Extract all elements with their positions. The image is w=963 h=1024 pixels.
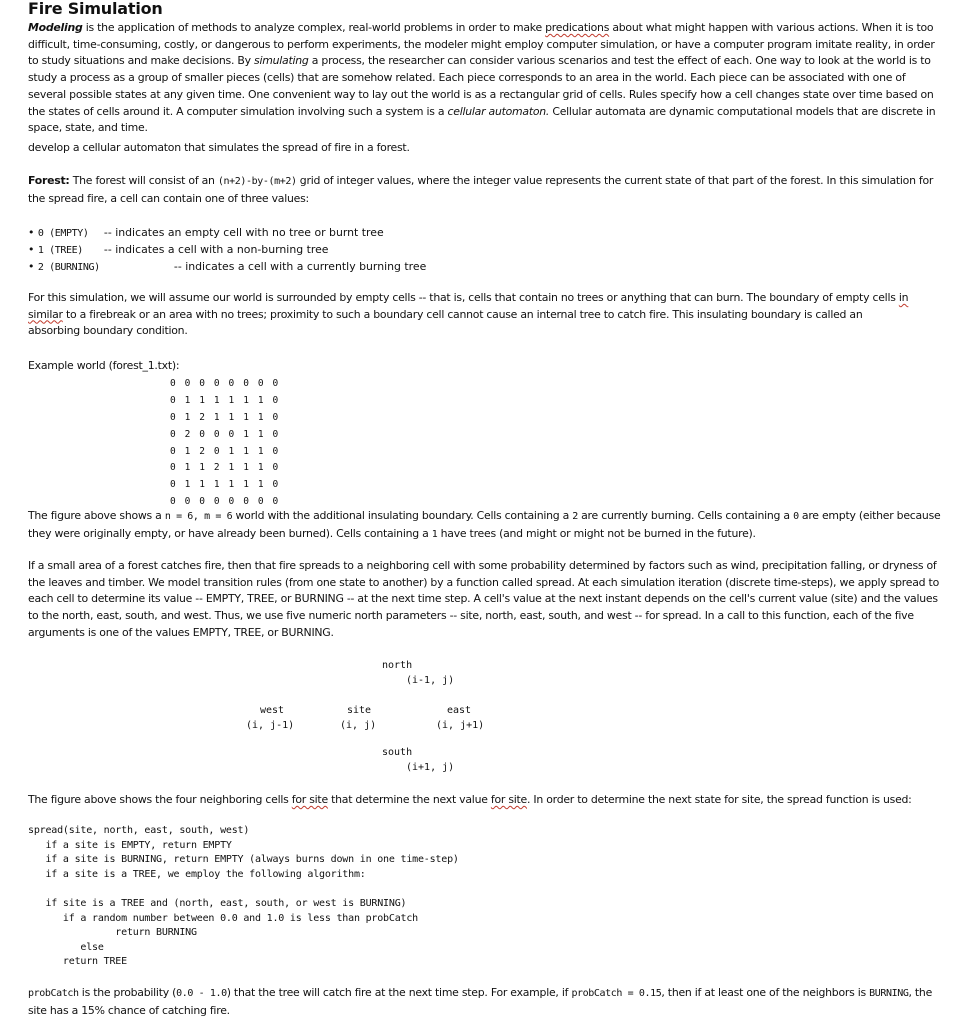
prob-text-1: is the probability (: [78, 986, 177, 999]
task-statement: develop a cellular automaton that simulates the spread of fire in a forest.: [28, 141, 410, 154]
term-simulating: simulating: [254, 54, 309, 68]
neighbor-label: west: [260, 705, 285, 716]
page-title: Fire Simulation: [28, 0, 163, 18]
grid-row: 0 1 2 1 1 1 1 0: [170, 411, 280, 423]
neighbor-east: [436, 704, 484, 733]
state-code: 1 (TREE): [37, 245, 83, 256]
burning-term: BURNING: [869, 988, 909, 999]
boundary-text-2: to a firebreak or an area with no trees; proximity to such a boundary cell cannot cause an internal tree to catch fire. This insulating boundary is called an: [62, 307, 863, 321]
figure-text-4: are empty (either because they were originally empty, or have already been burned). Cells containing a: [28, 509, 941, 540]
state-code: 0 (EMPTY): [37, 228, 89, 239]
state-list: [28, 224, 426, 275]
figure-paragraph: [28, 508, 943, 543]
spell-flag-for-site: for site: [490, 793, 527, 806]
grid-row: 0 0 0 0 0 0 0 0: [170, 378, 280, 389]
figure-dims: n = 6, m = 6: [164, 511, 233, 522]
neighbor-coord: (i, j-1): [246, 719, 295, 731]
prob-range: 0.0 - 1.0: [176, 988, 227, 999]
spread-pseudocode: spread(site, north, east, south, west) if a site is EMPTY, return EMPTY if a site is BURNING, return EMPTY (always burns down in one time-step) if a site is a TREE, we employ the following algorithm: if site is a TREE and (north, east, south, or west is BURNING) if a random number between 0.0 and 1.0 is less than probCatch return BURNING else return TREE: [28, 825, 459, 968]
neighbor-site: [340, 704, 376, 733]
neighbor-coord: (i, j+1): [436, 719, 485, 731]
caption-text-2: that determine the next value: [327, 793, 491, 806]
grid-row: 0 1 1 1 1 1 1 0: [170, 394, 280, 406]
forest-text-1: The forest will consist of an: [69, 174, 218, 187]
prob-text-2: ) that the tree will catch fire at the next time step. For example, if: [226, 986, 572, 999]
prob-text-4: , the site has a 15% chance of catching fire.: [28, 986, 933, 1017]
example-grid: [170, 376, 280, 511]
forest-label: Forest:: [28, 174, 70, 187]
list-item: • 1 (TREE) -- indicates a cell with a non-burning tree: [28, 241, 426, 258]
neighbor-north: [382, 659, 454, 688]
neighbor-coord: (i-1, j): [406, 674, 455, 686]
intro-text-1: is the application of methods to analyze complex, real-world problems in order to make: [82, 21, 546, 34]
neighbor-coord: (i+1, j): [406, 761, 455, 773]
intro-text-4: Cellular automata are dynamic computational models that are discrete in space, state, and time.: [28, 104, 936, 135]
spell-flag-for-site: for site: [291, 793, 328, 806]
boundary-text-1: For this simulation, we will assume our world is surrounded by empty cells -- that is, cells that contain no trees or anything that can burn. The boundary of empty cells: [28, 291, 899, 304]
intro-text-3: a process, the researcher can consider various scenarios and test the effect of each. One way to look at the world is to study a process as a group of smaller pieces (cells) that are somehow related. Each piece corresponds to an area in the world. Each piece can be associated with one of several possible states at any given time. One convenient way to lay out the world is as a rectangular grid of cells. Rules specify how a cell changes state over time based on the states of cells around it. A computer simulation involving such a system is a: [28, 54, 934, 118]
grid-row: 0 1 1 2 1 1 1 0: [170, 462, 280, 474]
value-one: 1: [431, 528, 438, 540]
boundary-text-3: absorbing boundary condition.: [28, 324, 188, 338]
neighbors-caption: [28, 792, 943, 809]
figure-text-3: are currently burning. Cells containing a: [577, 509, 794, 522]
state-code: 2 (BURNING): [37, 262, 100, 273]
neighbor-west: [246, 704, 294, 733]
spell-flag-predications: predications: [545, 21, 610, 34]
caption-text-3: . In order to determine the next state for site, the spread function is used:: [527, 793, 912, 806]
state-desc: -- indicates a cell with a currently burning tree: [173, 260, 427, 273]
intro-paragraph: [28, 20, 943, 137]
state-desc: -- indicates an empty cell with no tree or burnt tree: [103, 226, 384, 239]
term-modeling: Modeling: [28, 21, 83, 34]
neighbor-south: [382, 746, 454, 775]
probcatch-term: probCatch: [28, 988, 79, 999]
spread-paragraph: If a small area of a forest catches fire, then that fire spreads to a neighboring cell with some probability determined by factors such as wind, precipitation falling, or dryness of the leaves and timber. We model transition rules (from one state to another) by a function called spread. At each simulation iteration (discrete time-steps), we apply spread to each cell to determine its value -- EMPTY, TREE, or BURNING -- at the next time step. A cell's value at the next instant depends on the cell's current value (site) and the values to the north, east, south, and west. Thus, we use five numeric north parameters -- site, north, east, south, and west -- for spread. In a call to this function, each of the five arguments is one of the values EMPTY, TREE, or BURNING.: [28, 559, 939, 639]
prob-text-3: , then if at least one of the neighbors is: [661, 986, 870, 999]
figure-text-5: have trees (and might or might not be burned in the future).: [437, 526, 756, 540]
list-item: • 2 (BURNING) -- indicates a cell with a currently burning tree: [28, 258, 426, 275]
neighbor-label: south: [382, 747, 413, 758]
grid-row: 0 0 0 0 0 0 0 0: [170, 496, 280, 508]
prob-example: probCatch = 0.15: [571, 988, 662, 999]
forest-dims: (n+2)-by-(m+2): [217, 176, 297, 187]
neighbor-label: site: [347, 705, 372, 716]
forest-paragraph: [28, 173, 943, 207]
probcatch-paragraph: [28, 985, 943, 1019]
grid-row: 0 2 0 0 0 1 1 0: [170, 428, 280, 440]
grid-row: 0 1 1 1 1 1 1 0: [170, 479, 280, 491]
spell-flag-in-similar: in similar: [28, 291, 909, 321]
state-desc: -- indicates a cell with a non-burning tree: [103, 243, 329, 256]
grid-row: 0 1 2 0 1 1 1 0: [170, 445, 280, 457]
value-two: 2: [572, 511, 578, 522]
boundary-paragraph: [28, 290, 943, 340]
figure-text-1: The figure above shows a: [28, 509, 165, 522]
term-cellular-automaton: cellular automaton.: [447, 104, 550, 118]
caption-text-1: The figure above shows the four neighboring cells: [28, 793, 292, 806]
neighbor-coord: (i, j): [340, 719, 377, 731]
example-label: Example world (forest_1.txt):: [28, 359, 180, 372]
figure-text-2: world with the additional insulating boundary. Cells containing a: [232, 509, 573, 522]
list-item: • 0 (EMPTY) -- indicates an empty cell with no tree or burnt tree: [28, 224, 426, 241]
intro-text-2: about what might happen with various actions. When it is too difficult, time-consuming, costly, or dangerous to perform experiments, the modeler might employ computer simulation, or have a computer program imitate reality, in order to study situations and make decisions. By: [28, 21, 935, 68]
neighbor-label: north: [382, 660, 413, 671]
forest-text-2: grid of integer values, where the integer value represents the current state of that part of the forest. In this simulation for the spread fire, a cell can contain one of three values:: [28, 174, 934, 205]
neighbor-label: east: [447, 705, 472, 716]
value-zero: 0: [793, 511, 799, 522]
